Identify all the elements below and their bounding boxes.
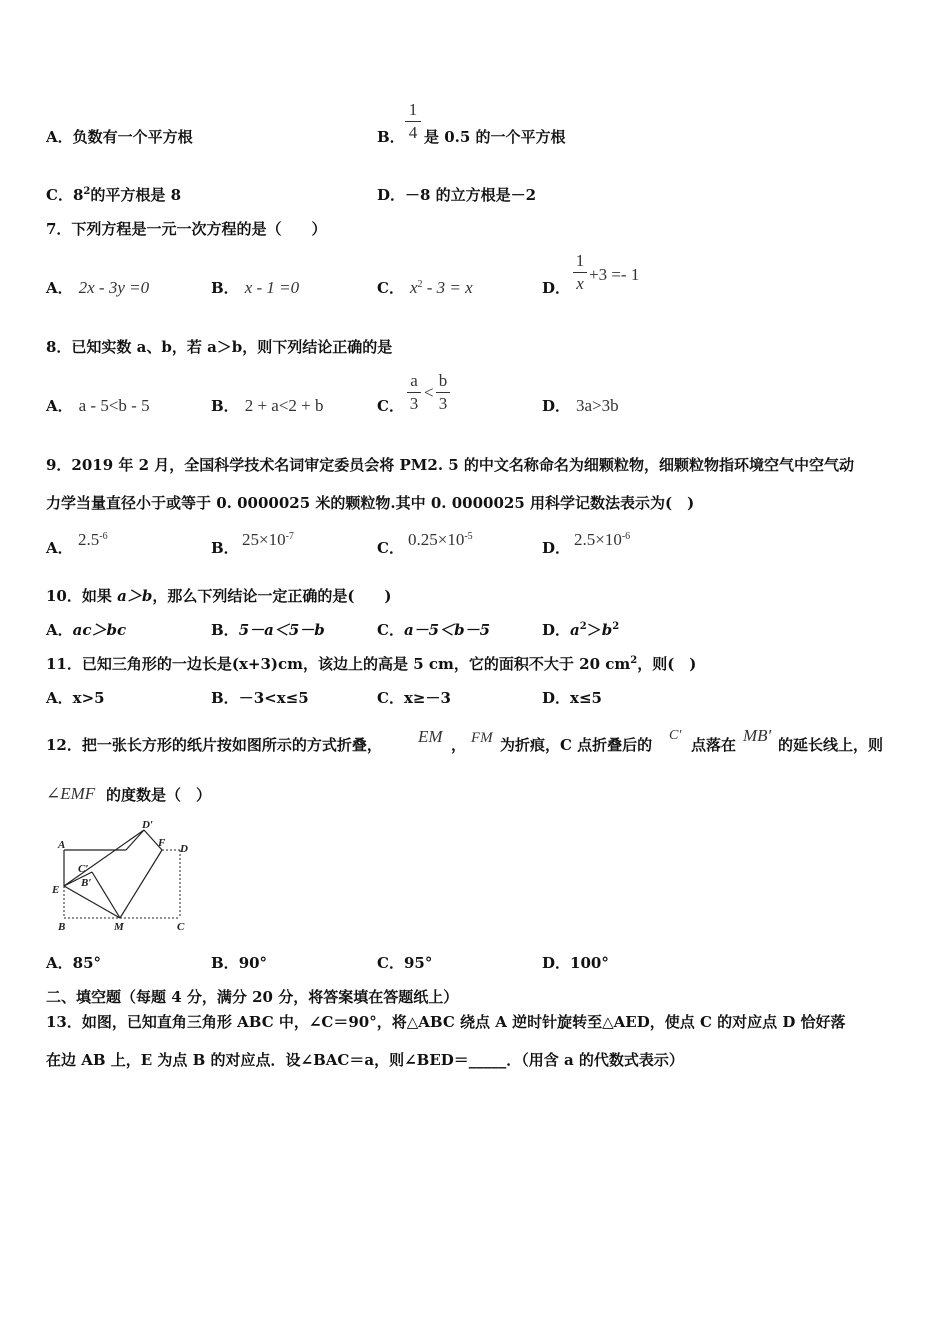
q12-option-b (211, 953, 267, 973)
option-label: B． (211, 954, 239, 972)
q8-option-d (542, 396, 619, 416)
q12-option-c (377, 953, 432, 973)
fraction-bar (405, 121, 421, 122)
option-text: －8 的立方根是－2 (405, 186, 537, 204)
q6-option-b-text (424, 127, 566, 147)
option-expression: 3a>3b (576, 396, 619, 415)
option-expression: ac＞bc (72, 621, 127, 639)
option-text: x>5 (72, 689, 105, 707)
q11-option-c (377, 688, 451, 708)
base: b (601, 621, 613, 639)
q12-stem-end: 的延长线上，则 (778, 736, 884, 754)
q9-option-c (377, 538, 404, 558)
numerator: b (438, 371, 448, 390)
q9-option-b (211, 538, 239, 558)
segment-fm: FM (471, 730, 493, 746)
q8-stem: 8．已知实数 a、b，若 a＞b，则下列结论正确的是 (46, 338, 393, 356)
q12-option-d (542, 953, 609, 973)
q8-option-c (377, 396, 404, 416)
option-label: B． (211, 621, 239, 639)
exponent: -6 (99, 531, 108, 542)
option-expression: a - 5<b - 5 (78, 396, 150, 415)
numerator: 1 (575, 251, 585, 270)
exponent: -6 (621, 531, 631, 542)
option-label: A． (46, 621, 73, 639)
angle-emf: ∠EMF (46, 784, 96, 803)
option-label: D． (377, 186, 406, 204)
option-label: B． (377, 128, 405, 146)
q9-option-a (46, 538, 73, 558)
q11-option-a (46, 688, 105, 708)
option-label: D． (542, 397, 571, 415)
option-expression: 2 + a<2 + b (244, 396, 324, 415)
exponent: 2 (417, 279, 423, 290)
stem-text: ，则( ) (637, 655, 697, 673)
option-label: C． (377, 621, 404, 639)
exponent: 2 (83, 186, 91, 197)
label-c: C (177, 921, 185, 933)
fraction-bar (407, 392, 421, 393)
fraction-bar (573, 272, 587, 273)
base: 2.5 (78, 530, 100, 549)
q12-angle (46, 784, 95, 804)
option-label: C． (377, 397, 404, 415)
q11-option-b (211, 688, 309, 708)
option-label: D． (542, 279, 571, 297)
q6-fraction-one-quarter (405, 101, 421, 142)
q7-option-d (542, 278, 570, 298)
denominator: 3 (409, 394, 419, 413)
crease-em (64, 886, 120, 918)
q7-stem: 7．下列方程是一元一次方程的是（ ） (46, 220, 327, 238)
edge-b-prime-m (92, 872, 120, 918)
q9-stem-line2: 力学当量直径小于或等于 0. 0000025 米的颗粒物.其中 0. 0000025 用科学记数法表示为( ) (46, 494, 695, 512)
q12-fm (471, 727, 493, 748)
label-d: D (180, 843, 188, 855)
q8-fraction-b-over-3 (436, 372, 450, 413)
exponent: -5 (464, 531, 473, 542)
exponent: 2 (612, 621, 620, 632)
q12-em (418, 727, 443, 747)
denominator: x (576, 274, 584, 293)
q10-option-b (211, 620, 325, 640)
option-text: 负数有一个平方根 (72, 128, 193, 146)
option-label: D． (542, 621, 571, 639)
option-label: A． (46, 397, 73, 415)
base: 8 (72, 186, 84, 204)
q6-option-d (377, 185, 536, 205)
label-b-prime: B′ (81, 877, 92, 889)
option-label: C． (377, 689, 404, 707)
denominator: 3 (438, 394, 448, 413)
option-label: A． (46, 689, 73, 707)
stem-text: 10．如果 (46, 587, 118, 605)
q6-option-c (46, 185, 181, 205)
q12-mb-prime (743, 726, 771, 746)
q11-stem (46, 654, 696, 674)
option-label: C． (377, 539, 404, 557)
q9-option-c-expr (408, 530, 473, 550)
base: 25×10 (242, 530, 286, 549)
option-expression: - 3 = x (422, 278, 473, 297)
option-text: x≥－3 (403, 689, 451, 707)
option-label: B． (211, 279, 239, 297)
numerator: 1 (408, 100, 418, 119)
q12-stem-mid: 为折痕，C 点折叠后的 (500, 736, 653, 754)
option-text: 95° (403, 954, 433, 972)
label-e: E (52, 884, 60, 896)
q9-option-d-expr (574, 530, 630, 550)
option-label: C． (377, 279, 404, 297)
option-expression: +3 =- 1 (589, 265, 640, 284)
q12-folding-figure (44, 814, 200, 938)
option-expression: 2x - 3y =0 (78, 278, 150, 297)
greater-than-sign: ＞ (586, 621, 602, 639)
q12-stem-line1 (46, 735, 382, 755)
q8-option-a (46, 396, 150, 416)
option-label: B． (211, 689, 239, 707)
label-f: F (158, 837, 166, 849)
q7-option-c (377, 278, 473, 298)
q8-fraction-a-over-3 (407, 372, 421, 413)
option-label: B． (211, 539, 239, 557)
q13-line2: 在边 AB 上，E 为点 B 的对应点．设∠BAC＝a，则∠BED＝_____．（用含 a 的代数式表示） (46, 1051, 684, 1069)
option-expression: a－5＜b－5 (403, 621, 491, 639)
q13-line1: 13．如图，已知直角三角形 ABC 中，∠C＝90°，将△ABC 绕点 A 逆时针旋转至△AED，使点 C 的对应点 D 恰好落 (46, 1013, 846, 1031)
option-text: 100° (570, 954, 609, 972)
q10-option-a (46, 620, 126, 640)
base: 2.5×10 (574, 530, 622, 549)
q12-comma: ， (451, 736, 467, 754)
q9-option-b-expr (242, 530, 294, 550)
q9-stem-line1: 9．2019 年 2 月，全国科学技术名词审定委员会将 PM2. 5 的中文名称命名为细颗粒物，细颗粒物指环境空气中空气动 (46, 456, 854, 474)
label-m: M (114, 921, 124, 933)
option-text: 是 0.5 的一个平方根 (424, 128, 566, 146)
segment-em: EM (418, 727, 443, 746)
q6-option-a (46, 127, 193, 147)
option-label: C． (46, 186, 73, 204)
option-label: C． (377, 954, 404, 972)
option-text: 90° (238, 954, 268, 972)
q7-option-a (46, 278, 149, 298)
exponent: -7 (285, 531, 294, 542)
q9-option-d (542, 538, 570, 558)
option-text: x≤5 (570, 689, 602, 707)
option-label: B． (211, 397, 239, 415)
section-title: 二、填空题（每题 4 分，满分 20 分，将答案填在答题纸上） (46, 988, 459, 1006)
denominator: 4 (408, 123, 418, 142)
base: x (409, 278, 418, 297)
option-label: D． (542, 689, 571, 707)
q8-less-than (424, 383, 434, 403)
q10-option-d (542, 620, 619, 640)
label-a: A (58, 839, 66, 851)
crease-fm (120, 850, 162, 918)
option-label: A． (46, 539, 73, 557)
q12-c-prime (669, 724, 681, 746)
option-expression: x - 1 =0 (244, 278, 300, 297)
q10-option-c (377, 620, 490, 640)
q6-option-b (377, 127, 405, 147)
label-b: B (58, 921, 66, 933)
option-label: A． (46, 128, 73, 146)
exponent: 2 (579, 621, 587, 632)
option-expression: 5－a＜5－b (238, 621, 325, 639)
stem-text: ，那么下列结论一定正确的是( ) (152, 587, 392, 605)
q8-option-b (211, 396, 324, 416)
edge-e-d-prime (64, 830, 144, 886)
option-text: 的平方根是 8 (90, 186, 182, 204)
q12-stem-mid2: 点落在 (691, 736, 737, 754)
option-label: D． (542, 539, 571, 557)
less-than-sign: < (424, 383, 434, 402)
base: 0.25×10 (408, 530, 465, 549)
option-label: A． (46, 954, 73, 972)
q7-fraction-one-over-x (573, 252, 587, 293)
option-label: A． (46, 279, 73, 297)
segment-mb-prime: MB′ (743, 726, 772, 745)
q7-option-b (211, 278, 299, 298)
exponent: 2 (630, 655, 638, 666)
numerator: a (410, 371, 418, 390)
option-label: D． (542, 954, 571, 972)
q9-option-a-expr (78, 530, 108, 550)
stem-condition: a＞b (117, 587, 153, 605)
q12-stem-line2: 的度数是（ ） (106, 786, 212, 804)
base: a (570, 621, 580, 639)
q10-stem (46, 586, 392, 606)
option-text: －3<x≤5 (238, 689, 309, 707)
q11-option-d (542, 688, 602, 708)
fraction-bar (436, 392, 450, 393)
q12-option-a (46, 953, 101, 973)
q7-option-d-rest (589, 265, 639, 285)
stem-text: 11．已知三角形的一边长是(x+3)cm，该边上的高是 5 cm，它的面积不大于 20 cm (46, 655, 631, 673)
point-c-prime: C′ (669, 728, 682, 743)
option-text: 85° (72, 954, 102, 972)
label-c-prime: C′ (78, 863, 89, 875)
stem-text: 12．把一张长方形的纸片按如图所示的方式折叠， (46, 736, 382, 754)
label-d-prime: D′ (142, 819, 154, 831)
